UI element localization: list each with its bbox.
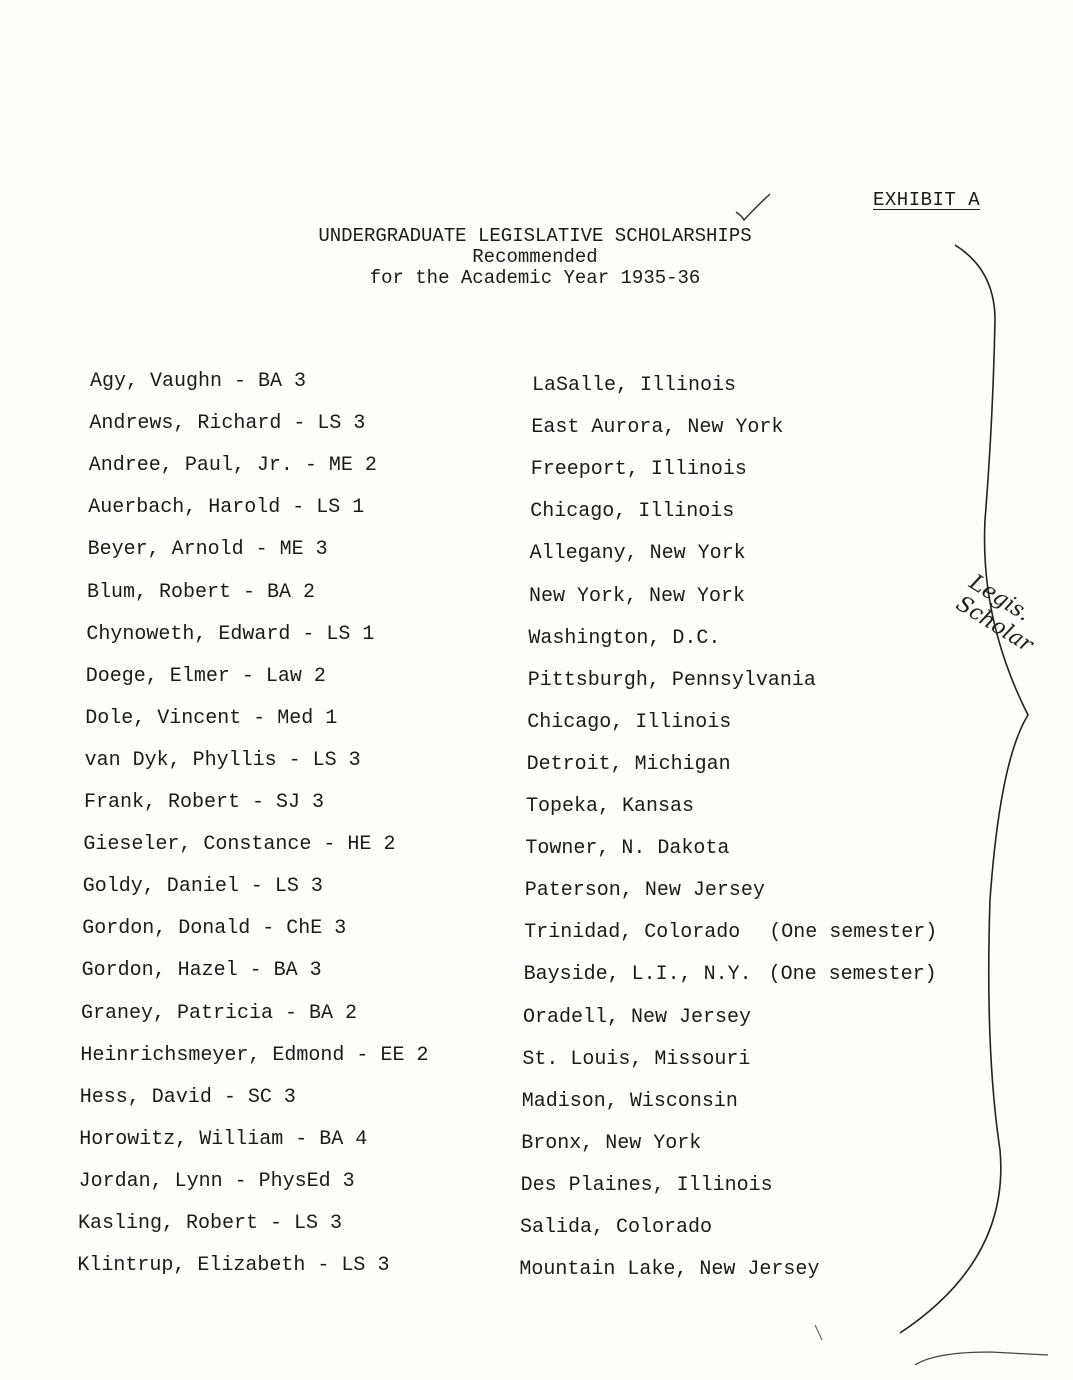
scholar-hometown: Towner, N. Dakota (525, 837, 730, 861)
title-line-2: Recommended (472, 246, 598, 268)
margin-stroke-icon (915, 1352, 1048, 1365)
scholar-name: Horowitz, William - BA 4 (79, 1127, 368, 1151)
scholar-hometown: Bronx, New York (521, 1131, 702, 1155)
scholar-name: Andrews, Richard - LS 3 (89, 412, 366, 436)
scholar-name: Klintrup, Elizabeth - LS 3 (77, 1254, 390, 1278)
handwritten-note: Legis. Scholar (951, 570, 1038, 658)
scholar-name: Blum, Robert - BA 2 (87, 580, 316, 604)
scholar-hometown: Freeport, Illinois (530, 458, 747, 482)
scholar-hometown: East Aurora, New York (531, 416, 784, 440)
scholar-name: Dole, Vincent - Med 1 (85, 706, 338, 730)
scholar-name: Gordon, Donald - ChE 3 (82, 917, 347, 941)
scholar-hometown: Detroit, Michigan (526, 752, 731, 776)
scholar-hometown: Pittsburgh, Pennsylvania (527, 668, 816, 692)
scholar-hometown: Paterson, New Jersey (524, 879, 765, 903)
scholar-name: Gieseler, Constance - HE 2 (83, 833, 396, 857)
scholar-name: van Dyk, Phyllis - LS 3 (84, 748, 361, 772)
scholar-name: Auerbach, Harold - LS 1 (88, 496, 365, 520)
scholar-hometown: Washington, D.C. (528, 626, 721, 650)
stray-mark-icon (815, 1325, 822, 1340)
scholar-name: Andree, Paul, Jr. - ME 2 (88, 454, 377, 478)
scholar-hometown: Trinidad, Colorado (524, 921, 741, 945)
scholar-note: (One semester) (768, 963, 937, 987)
brace-mark-icon (900, 245, 1028, 1333)
scholar-hometown: Chicago, Illinois (527, 710, 732, 734)
scholar-name: Gordon, Hazel - BA 3 (81, 959, 322, 983)
scholar-hometown: Oradell, New Jersey (523, 1005, 752, 1029)
scholar-hometown: Salida, Colorado (520, 1216, 713, 1239)
scholar-name: Beyer, Arnold - ME 3 (87, 538, 328, 562)
scholar-name: Graney, Patricia - BA 2 (81, 1001, 358, 1025)
scholar-note: (One semester) (769, 921, 938, 945)
scholar-name: Chynoweth, Edward - LS 1 (86, 622, 375, 646)
scholar-name: Jordan, Lynn - PhysEd 3 (78, 1169, 355, 1193)
scholar-name: Doege, Elmer - Law 2 (85, 664, 326, 688)
scholar-hometown: Topeka, Kansas (526, 795, 695, 818)
scholar-hometown: Madison, Wisconsin (521, 1089, 738, 1113)
scholar-hometown: Mountain Lake, New Jersey (519, 1258, 820, 1282)
scholar-hometown: New York, New York (529, 584, 746, 608)
scholar-hometown: Des Plaines, Illinois (520, 1173, 773, 1197)
scholar-hometown: St. Louis, Missouri (522, 1047, 751, 1071)
scholar-name: Hess, David - SC 3 (79, 1085, 296, 1109)
check-mark-icon (736, 194, 770, 220)
scholar-hometown: LaSalle, Illinois (532, 374, 737, 397)
scholar-name: Frank, Robert - SJ 3 (84, 791, 325, 814)
title-line-1: UNDERGRADUATE LEGISLATIVE SCHOLARSHIPS (318, 225, 752, 247)
scholar-name: Kasling, Robert - LS 3 (78, 1212, 343, 1235)
scholar-name: Goldy, Daniel - LS 3 (82, 875, 323, 899)
scholar-hometown: Allegany, New York (529, 542, 746, 566)
title-line-3: for the Academic Year 1935-36 (369, 267, 701, 289)
scholar-name: Heinrichsmeyer, Edmond - EE 2 (80, 1043, 429, 1067)
scholar-name: Agy, Vaughn - BA 3 (90, 370, 307, 393)
scholar-hometown: Chicago, Illinois (530, 500, 735, 524)
scholar-hometown: Bayside, L.I., N.Y. (523, 963, 752, 987)
exhibit-label: EXHIBIT A (873, 189, 981, 211)
